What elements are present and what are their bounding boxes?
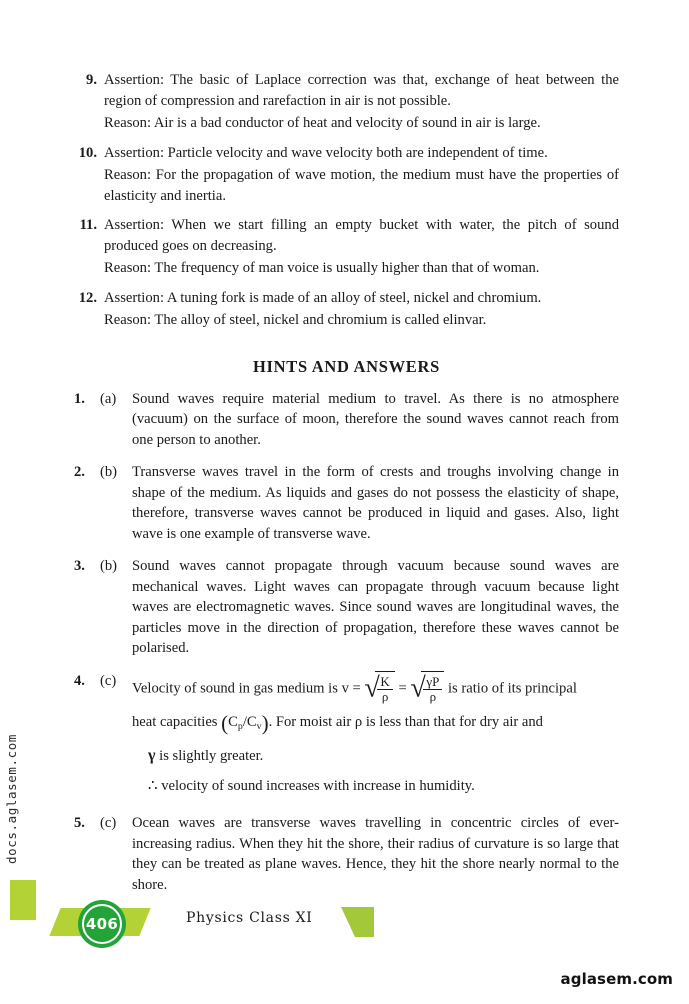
ratio-slash: / [242, 713, 247, 730]
answer-text: Sound waves cannot propagate through vacuum because sound waves are mechanical waves. Light waves can propagate through vacuum because light waves are electromagnetic waves. Since sound waves are longitudinal waves, the particles move in the direction of propagation, therefore these waves cannot be polarised. [132, 558, 619, 656]
answer-option: (b) [100, 558, 118, 574]
gamma-line-text: is slightly greater. [159, 748, 264, 765]
answer-body [132, 389, 619, 451]
cv-symbol: C [246, 713, 257, 730]
fraction-numerator: γP [426, 673, 440, 689]
answer-text: Sound waves require material medium to travel. As there is no atmosphere (vacuum) on the surface of moon, therefore the sound waves cannot reach from one person to another. [132, 390, 619, 448]
gamma-symbol: γ [148, 747, 156, 765]
answer-body [132, 671, 619, 802]
assertion-item [74, 215, 619, 279]
answer-gamma-line [132, 741, 619, 771]
formula-v-label: v = [341, 679, 361, 696]
fraction-denominator: ρ [377, 689, 392, 704]
answer-item [74, 813, 619, 895]
assertion-body [104, 288, 619, 331]
paren-close: ) [261, 710, 269, 735]
assertion-text: Assertion: A tuning fork is made of an alloy of steel, nickel and chromium. [104, 289, 542, 306]
cv-subscript: v [256, 720, 262, 732]
answer-body [132, 813, 619, 895]
assertion-body [104, 70, 619, 134]
footer-right-block [355, 907, 374, 937]
assertion-body [104, 143, 619, 207]
cp-subscript: p [237, 720, 243, 732]
assertion-item [74, 70, 619, 134]
radical-sign-icon: √ [364, 671, 380, 703]
answer-line2-after: . For moist air ρ is less than that for dry air and [268, 713, 543, 730]
answer-option: (c) [100, 815, 117, 832]
assertion-body [104, 215, 619, 279]
reason-text: Reason: Air is a bad conductor of heat and velocity of sound in air is large. [104, 115, 541, 131]
page-content [74, 70, 619, 907]
answer-text-lead: Velocity of sound in gas medium is [132, 679, 338, 696]
section-heading: HINTS AND ANSWERS [252, 356, 441, 376]
side-watermark [4, 700, 38, 1000]
answer-text-after-formula: is ratio of its principal [448, 679, 577, 696]
reason-text: Reason: The alloy of steel, nickel and chromium is called elinvar. [104, 312, 487, 328]
conclusion-text: velocity of sound increases with increase in humidity. [161, 778, 475, 795]
answer-text: Transverse waves travel in the form of crests and troughs involving change in shape of the medium. As liquids and gases do not possess the elasticity of shape, therefore, transverse waves cannot be produced in liquid and gases. Also, light wave is one example of transverse wave. [132, 464, 619, 542]
page-number-badge [78, 900, 126, 948]
answer-item [74, 556, 619, 659]
answer-number: 1. [74, 390, 85, 407]
answer-number: 2. [74, 464, 85, 480]
answer-text: Ocean waves are transverse waves travelling in concentric circles of ever-increasing radius. When they hit the shore, their radius of curvature is so large that they can be treated as plane waves. Hence, they hit the shore nearly normal to the shore. [132, 815, 619, 893]
answer-option: (a) [100, 390, 117, 407]
assertion-text: Assertion: Particle velocity and wave velocity both are independent of time. [104, 144, 548, 161]
heat-capacities-label: heat capacities [132, 713, 218, 730]
assertion-item [74, 143, 619, 207]
answer-option: (c) [100, 672, 117, 689]
radical-first [364, 671, 394, 707]
assertion-number: 9. [86, 72, 97, 88]
answer-item [74, 671, 619, 802]
cp-symbol: C [228, 713, 238, 730]
answer-item [74, 462, 619, 544]
answer-number: 3. [74, 558, 85, 574]
assertion-number: 12. [78, 289, 97, 306]
paren-open: ( [221, 710, 229, 735]
formula-equals: = [398, 679, 407, 696]
assertion-item [74, 288, 619, 331]
fraction-denominator: ρ [423, 689, 442, 704]
therefore-icon: ∴ [148, 778, 158, 795]
answer-formula-line [132, 671, 619, 707]
answer-body [132, 462, 619, 544]
side-watermark-text: docs.aglasem.com [4, 733, 19, 864]
footer-right-triangle [341, 907, 355, 937]
assertion-text: Assertion: When we start filling an empty bucket with water, the pitch of sound produced goes on decreasing. [104, 217, 619, 254]
assertion-number: 11. [79, 217, 97, 233]
radical-sign-icon: √ [410, 671, 426, 703]
brand-logo-text: aglasem.com [560, 970, 673, 988]
answer-item [74, 389, 619, 451]
answer-conclusion-line [132, 771, 619, 801]
page-number: 406 [85, 915, 119, 933]
answer-number: 4. [74, 672, 85, 689]
radical-second [410, 671, 444, 707]
answer-body [132, 556, 619, 659]
assertion-number: 10. [78, 144, 97, 161]
reason-text: Reason: For the propagation of wave motion, the medium must have the properties of elasticity and inertia. [104, 167, 619, 204]
fraction-numerator: K [380, 673, 390, 689]
answer-number: 5. [74, 815, 85, 832]
answer-option: (b) [100, 464, 118, 480]
assertion-text: Assertion: The basic of Laplace correction was that, exchange of heat between the region of compression and rarefaction in air is not possible. [104, 72, 619, 109]
reason-text: Reason: The frequency of man voice is usually higher than that of woman. [104, 260, 540, 276]
answer-heat-capacity-line [132, 707, 619, 742]
footer-book-title: Physics Class XI [186, 910, 313, 926]
